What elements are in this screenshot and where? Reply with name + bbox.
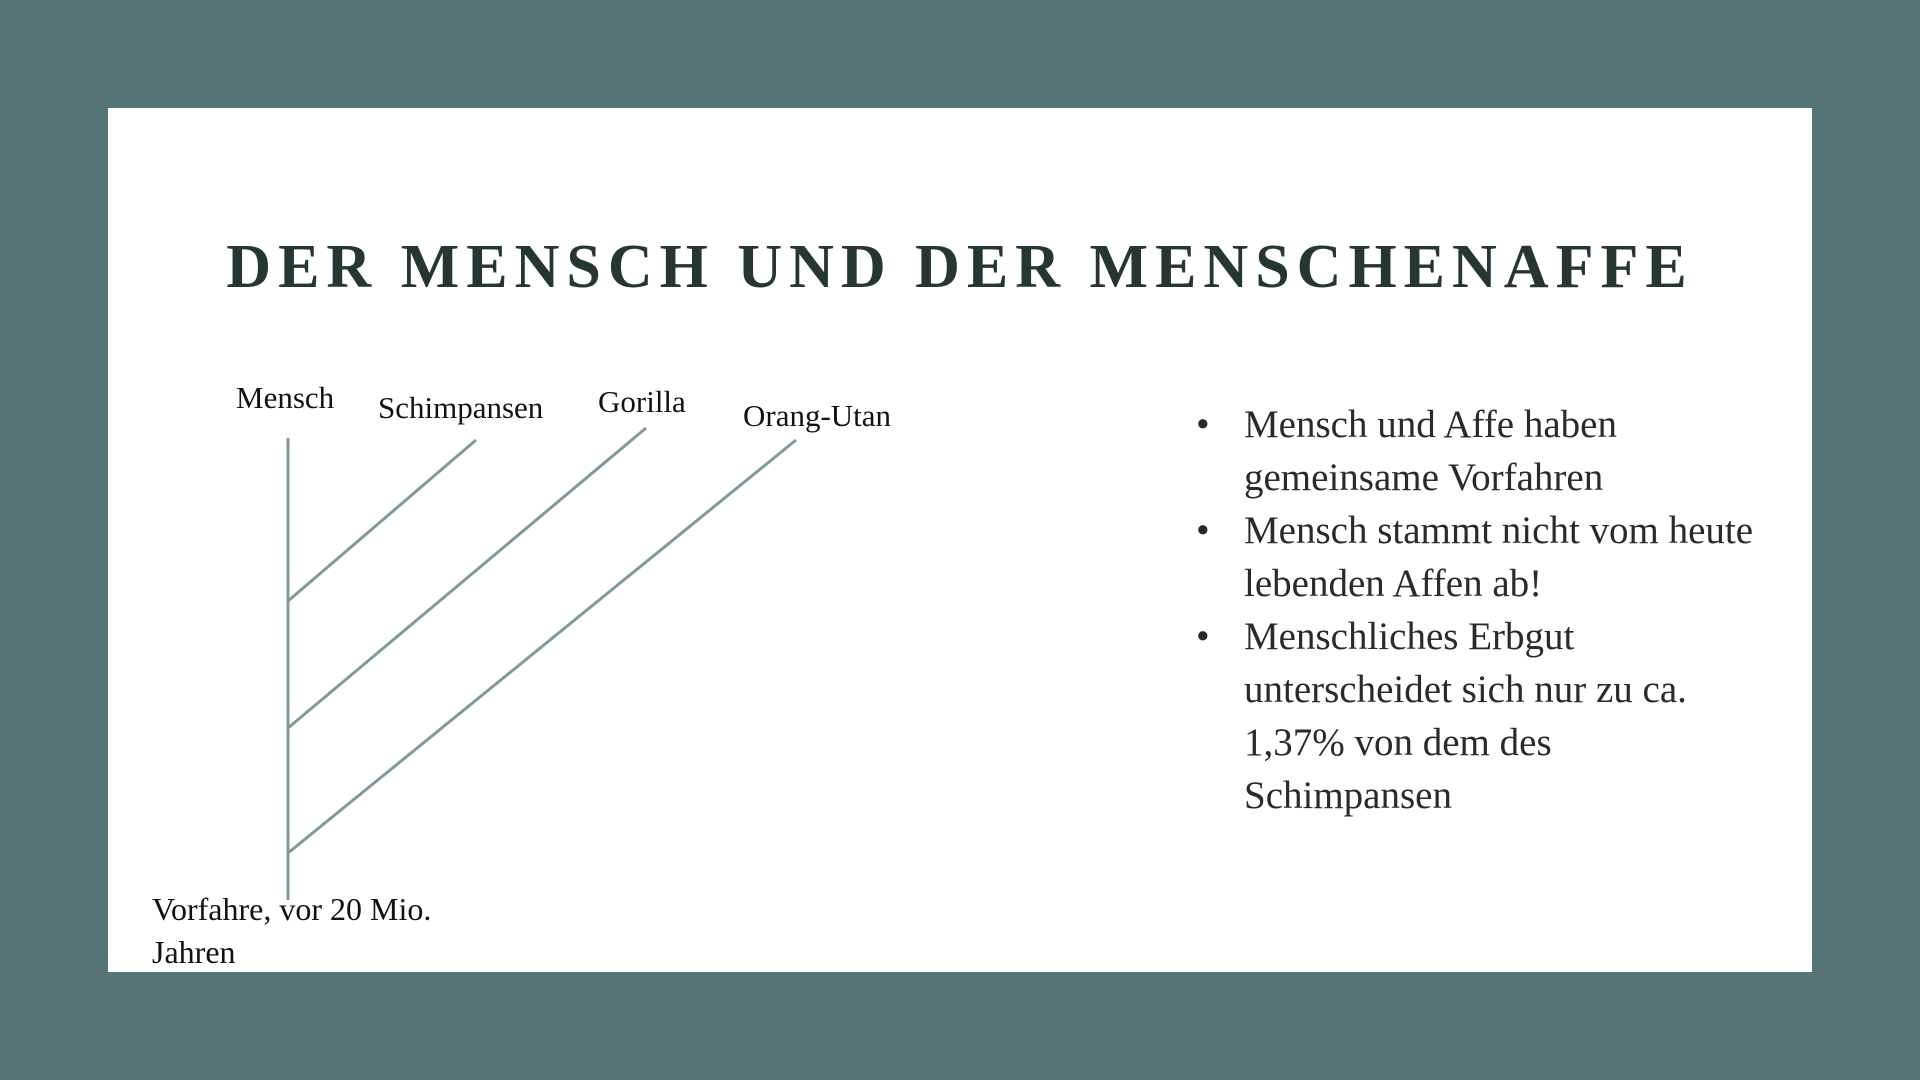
slide-title: DER MENSCH UND DER MENSCHENAFFE (226, 233, 1694, 301)
root-label (152, 888, 492, 974)
branch-schimpansen (288, 440, 476, 601)
bullet-item (1194, 398, 1754, 504)
bullet-marker: • (1196, 615, 1210, 658)
bullet-list (1194, 398, 1754, 822)
leaf-label-gorilla: Gorilla (598, 384, 686, 419)
root-label-line2: Jahren (152, 934, 236, 971)
branch-gorilla (288, 428, 646, 728)
leaf-label-schimpansen: Schimpansen (378, 390, 544, 425)
bullet-item (1194, 610, 1754, 822)
bullet-marker: • (1196, 509, 1210, 552)
slide (108, 108, 1812, 972)
leaf-label-orang-utan: Orang-Utan (743, 398, 892, 433)
bullet-text: Mensch stammt nicht vom heute lebenden Affen ab! (1244, 509, 1754, 605)
leaf-label-mensch: Mensch (236, 380, 335, 415)
bullet-text: Menschliches Erbgut unterscheidet sich nur zu ca. 1,37% von dem des Schimpansen (1244, 615, 1687, 817)
bullet-item (1194, 504, 1754, 610)
bullet-text: Mensch und Affe haben gemeinsame Vorfahren (1244, 403, 1617, 499)
branch-orang-utan (288, 440, 796, 853)
bullet-marker: • (1196, 403, 1210, 446)
root-label-line1: Vorfahre, vor 20 Mio. (152, 891, 432, 927)
